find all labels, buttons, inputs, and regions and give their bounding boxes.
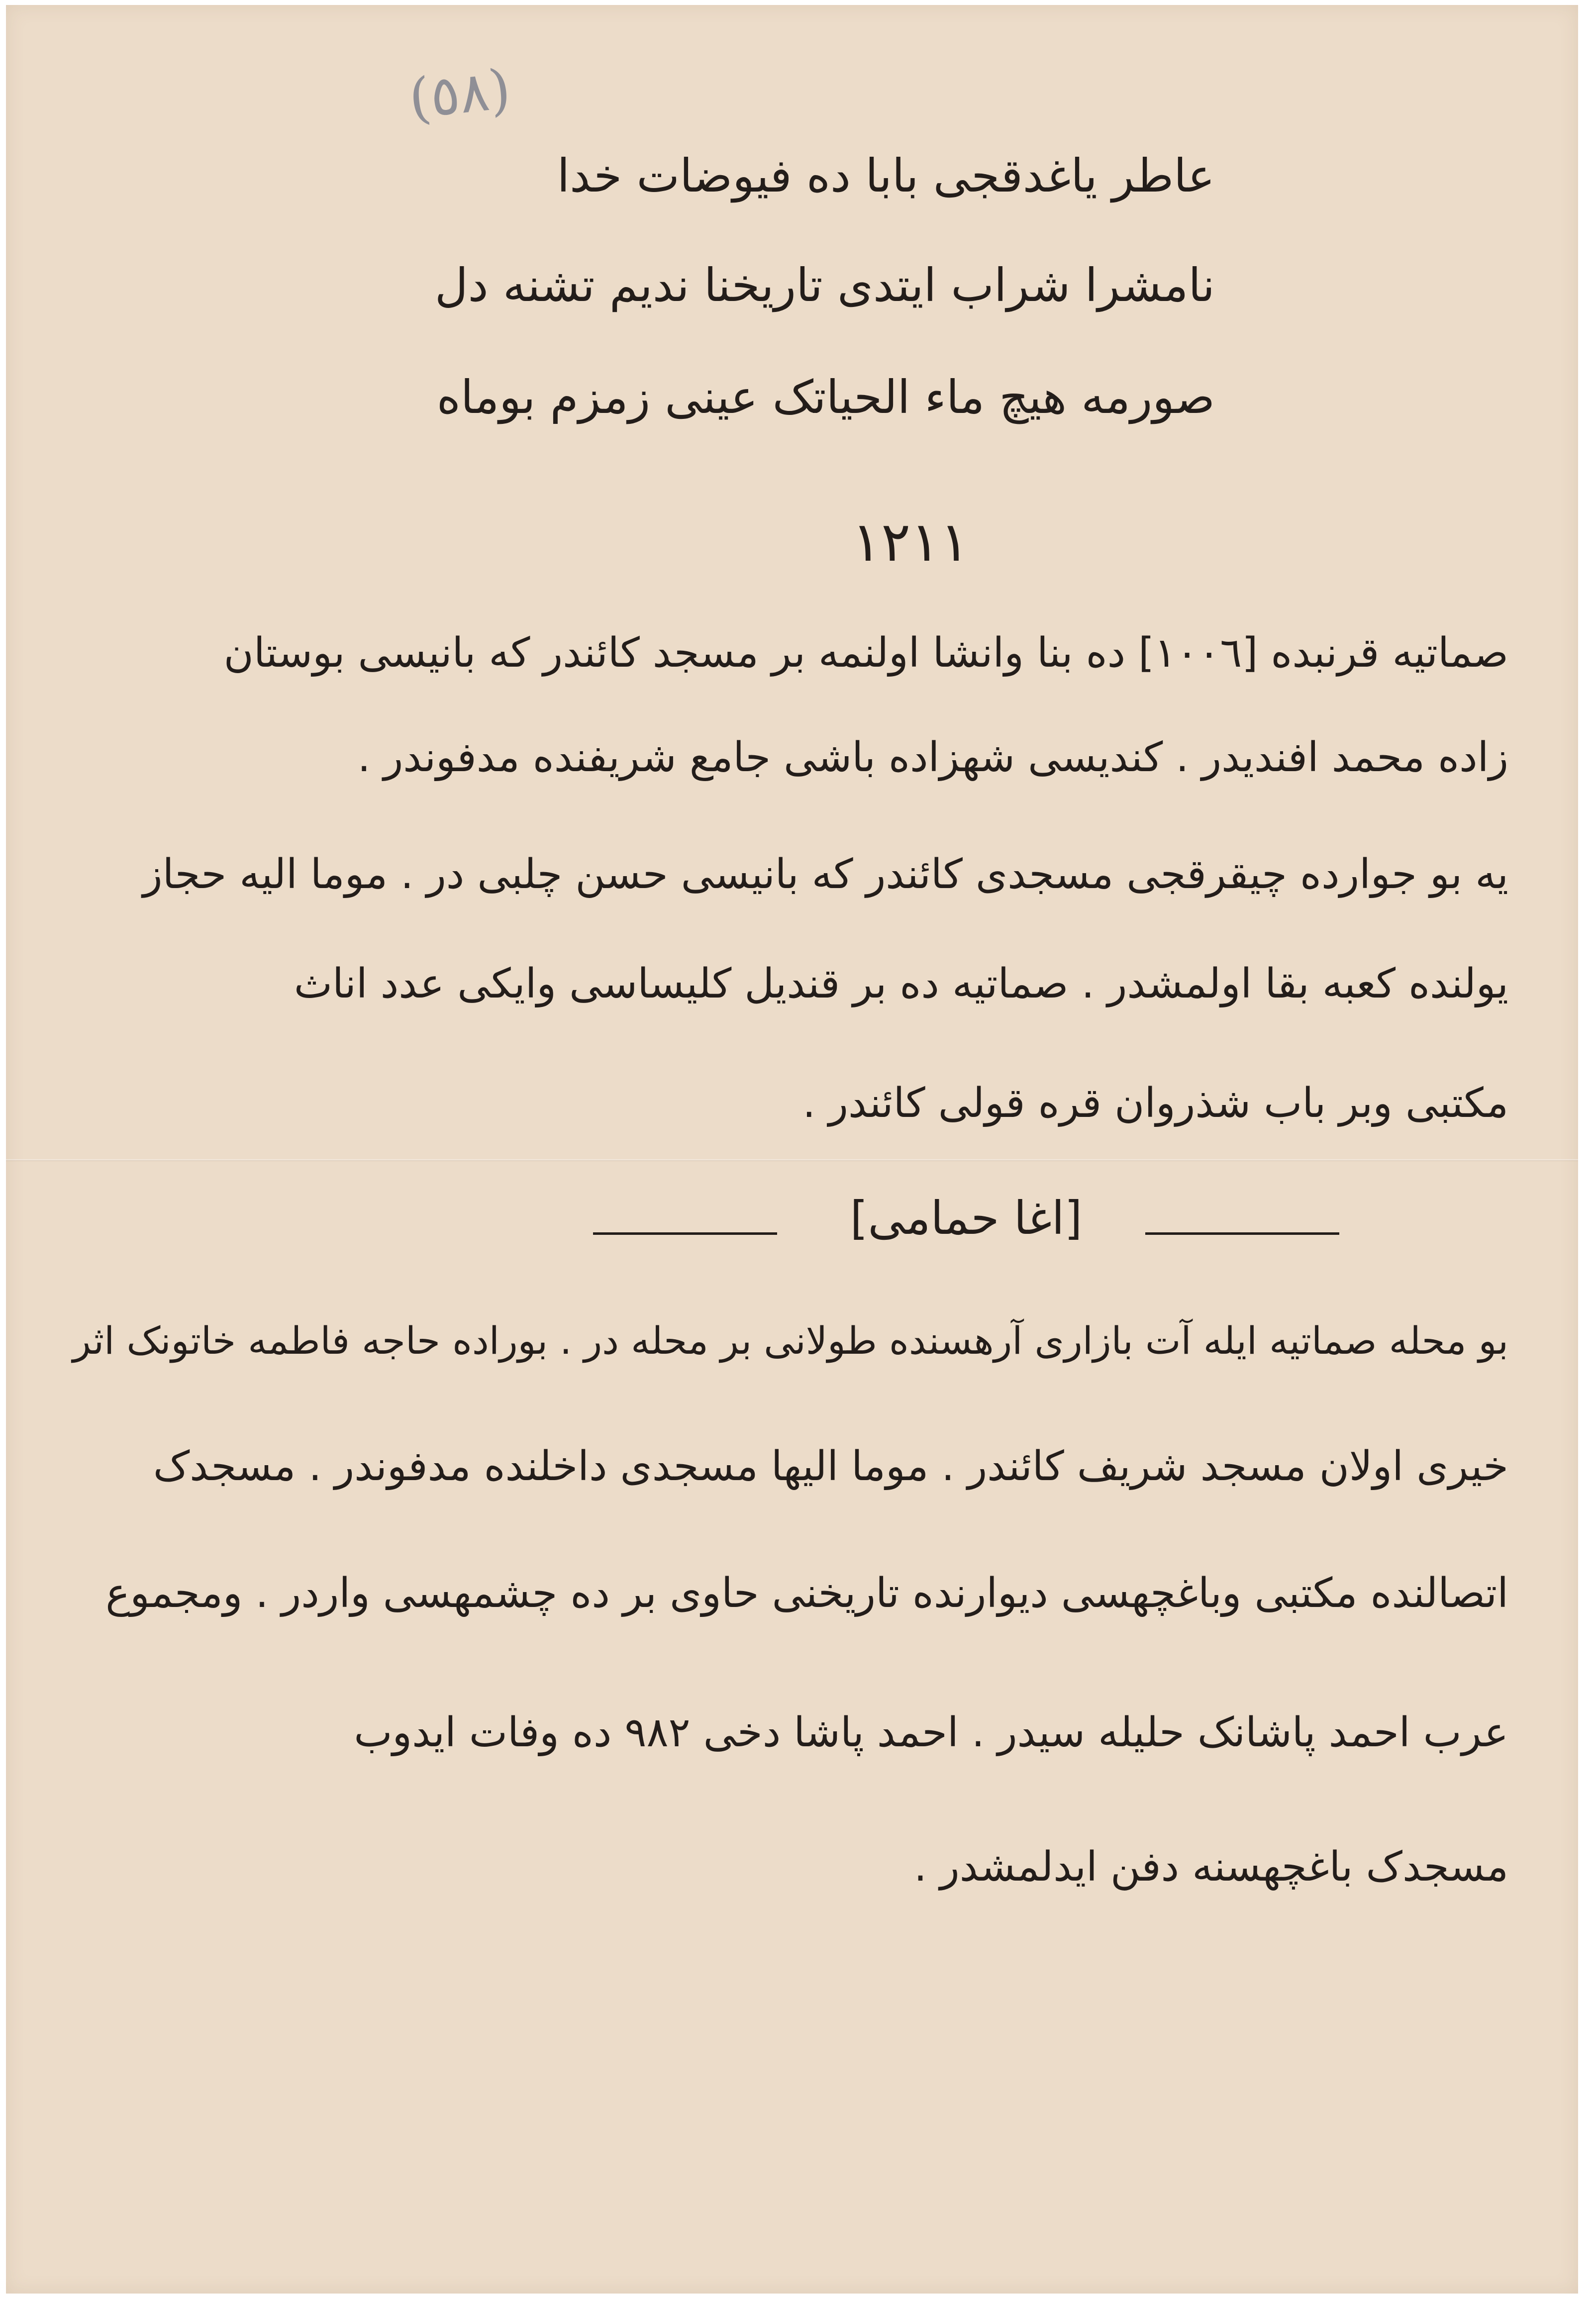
verse-line-2: نامشرا شراب ایتدی تاریخنا ندیم تشنه دل xyxy=(434,259,1215,312)
paragraph-1-line-4: یولنده کعبه بقا اولمشدر . صماتیه ده بر قندیل کلیساسی وایکی عدد اناث xyxy=(294,960,1508,1007)
date-year: ١٢١١ xyxy=(852,510,970,574)
paragraph-2-line-3: اتصالنده مکتبی وباغچهسی دیوارنده تاریخنی حاوی بر ده چشمهسی واردر . ومجموع xyxy=(105,1570,1508,1617)
paragraph-1-line-1: صماتیه قرنبده [١٠٠٦] ده بنا وانشا اولنمه بر مسجد کائندر که بانیسی بوستان xyxy=(223,629,1508,677)
paragraph-1-line-5: مکتبی وبر باب شذروان قره قولی کائندر . xyxy=(802,1080,1508,1127)
heading-rule-right xyxy=(1145,1232,1339,1235)
heading-rule-left xyxy=(593,1232,777,1235)
paragraph-1-line-3: یه بو جوارده چیقرقجی مسجدی کائندر که بانیسی حسن چلبی در . موما الیه حجاز xyxy=(143,851,1508,898)
section-heading: [اغا حمامی] xyxy=(850,1192,1083,1245)
paper-fold-line xyxy=(6,1159,1578,1161)
verse-line-3: صورمه هیچ ماء الحیاتک عینی زمزم بوماه xyxy=(436,371,1215,424)
folio-number: (٥٨) xyxy=(405,57,514,131)
paragraph-2-line-4: عرب احمد پاشانک حلیله سیدر . احمد پاشا دخی ٩٨٢ ده وفات ایدوب xyxy=(354,1709,1508,1756)
paragraph-2-line-1: بو محله صماتیه ایله آت بازاری آرهسنده طولانی بر محله در . بوراده حاجه فاطمه خاتونک اثر xyxy=(73,1318,1508,1363)
section-heading-row xyxy=(593,1192,1339,1266)
paragraph-2-line-2: خیری اولان مسجد شریف کائندر . موما الیها مسجدی داخلنده مدفوندر . مسجدک xyxy=(153,1443,1508,1490)
paragraph-2-line-5: مسجدک باغچهسنه دفن ایدلمشدر . xyxy=(913,1843,1508,1891)
paragraph-1-line-2: زاده محمد افندیدر . کندیسی شهزاده باشی جامع شریفنده مدفوندر . xyxy=(357,734,1508,781)
verse-line-1: عاطر یاغدقجی بابا ده فیوضات خدا xyxy=(557,149,1215,202)
manuscript-page xyxy=(6,5,1578,2294)
